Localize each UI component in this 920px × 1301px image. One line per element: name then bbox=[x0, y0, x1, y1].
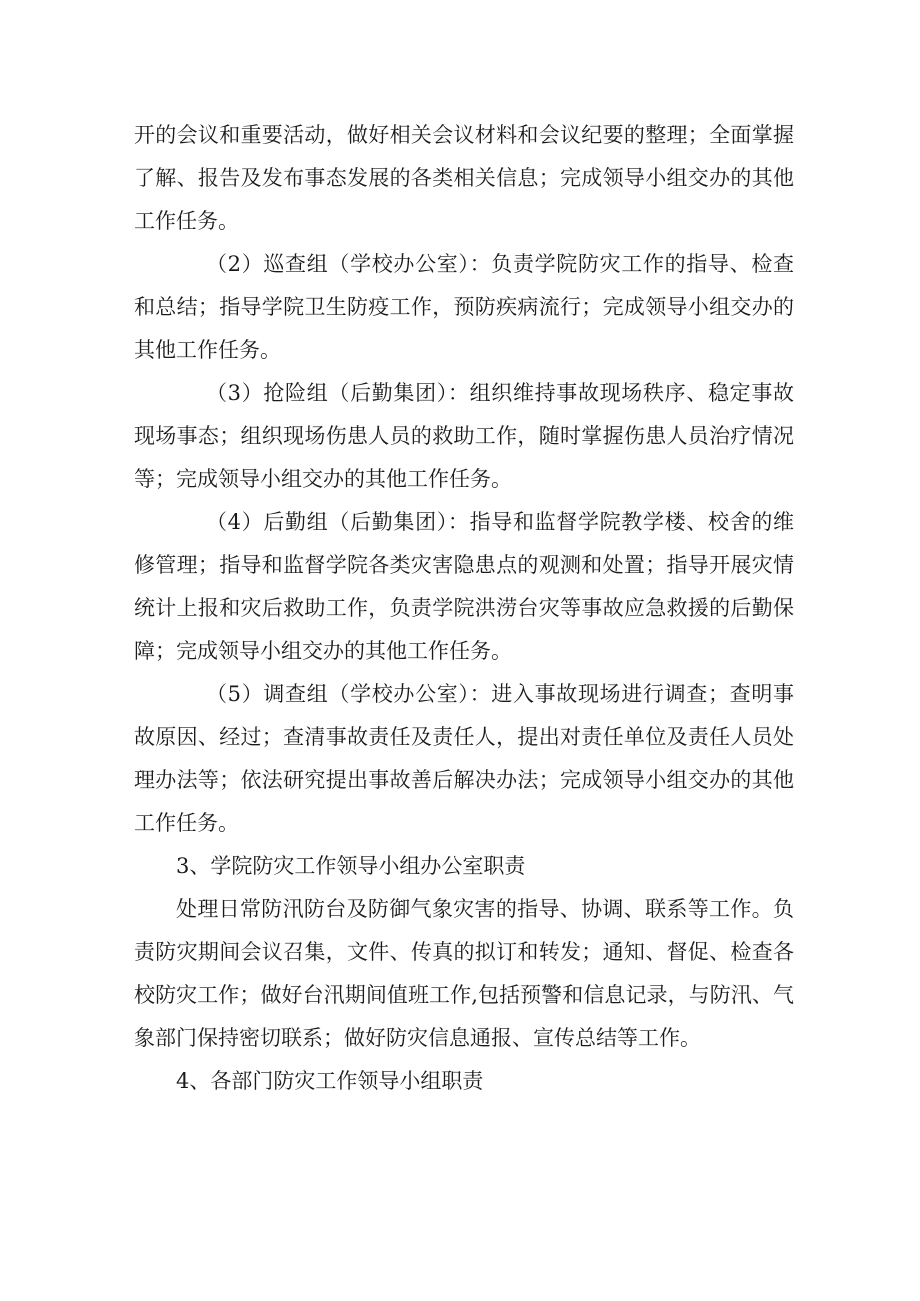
section-heading-office-duties: 3、学院防灾工作领导小组办公室职责 bbox=[176, 854, 526, 878]
paragraph-logistics-group: （4）后勤组（后勤集团）：指导和监督学院教学楼、校舍的维修管理；指导和监督学院各类灾害隐患点的观测和处置；指导开展灾情统计上报和灾后救助工作，负责学院洪涝台灾等事故应急救援的后勤保障；完成领导小组交办的其他工作任务。 bbox=[134, 510, 794, 663]
paragraph-rescue-group: （3）抢险组（后勤集团）：组织维持事故现场秩序、稳定事故现场事态；组织现场伤患人员的救助工作，随时掌握伤患人员治疗情况等；完成领导小组交办的其他工作任务。 bbox=[134, 381, 794, 491]
section-heading-department-duties: 4、各部门防灾工作领导小组职责 bbox=[176, 1069, 484, 1093]
paragraph-office-duties: 处理日常防汛防台及防御气象灾害的指导、协调、联系等工作。负责防灾期间会议召集，文件、传真的拟订和转发；通知、督促、检查各校防灾工作；做好台汛期间值班工作,包括预警和信息记录，与防汛、气象部门保持密切联系；做好防灾信息通报、宣传总结等工作。 bbox=[134, 897, 794, 1050]
paragraph-continued-duties: 开的会议和重要活动，做好相关会议材料和会议纪要的整理；全面掌握了解、报告及发布事态发展的各类相关信息；完成领导小组交办的其他工作任务。 bbox=[134, 123, 794, 233]
paragraph-inspection-group: （2）巡查组（学校办公室）：负责学院防灾工作的指导、检查和总结；指导学院卫生防疫工作，预防疾病流行；完成领导小组交办的其他工作任务。 bbox=[134, 252, 794, 362]
document-body bbox=[134, 114, 794, 1103]
paragraph-investigation-group: （5）调查组（学校办公室）：进入事故现场进行调查；查明事故原因、经过；查清事故责任及责任人，提出对责任单位及责任人员处理办法等；依法研究提出事故善后解决办法；完成领导小组交办的其他工作任务。 bbox=[134, 682, 794, 835]
